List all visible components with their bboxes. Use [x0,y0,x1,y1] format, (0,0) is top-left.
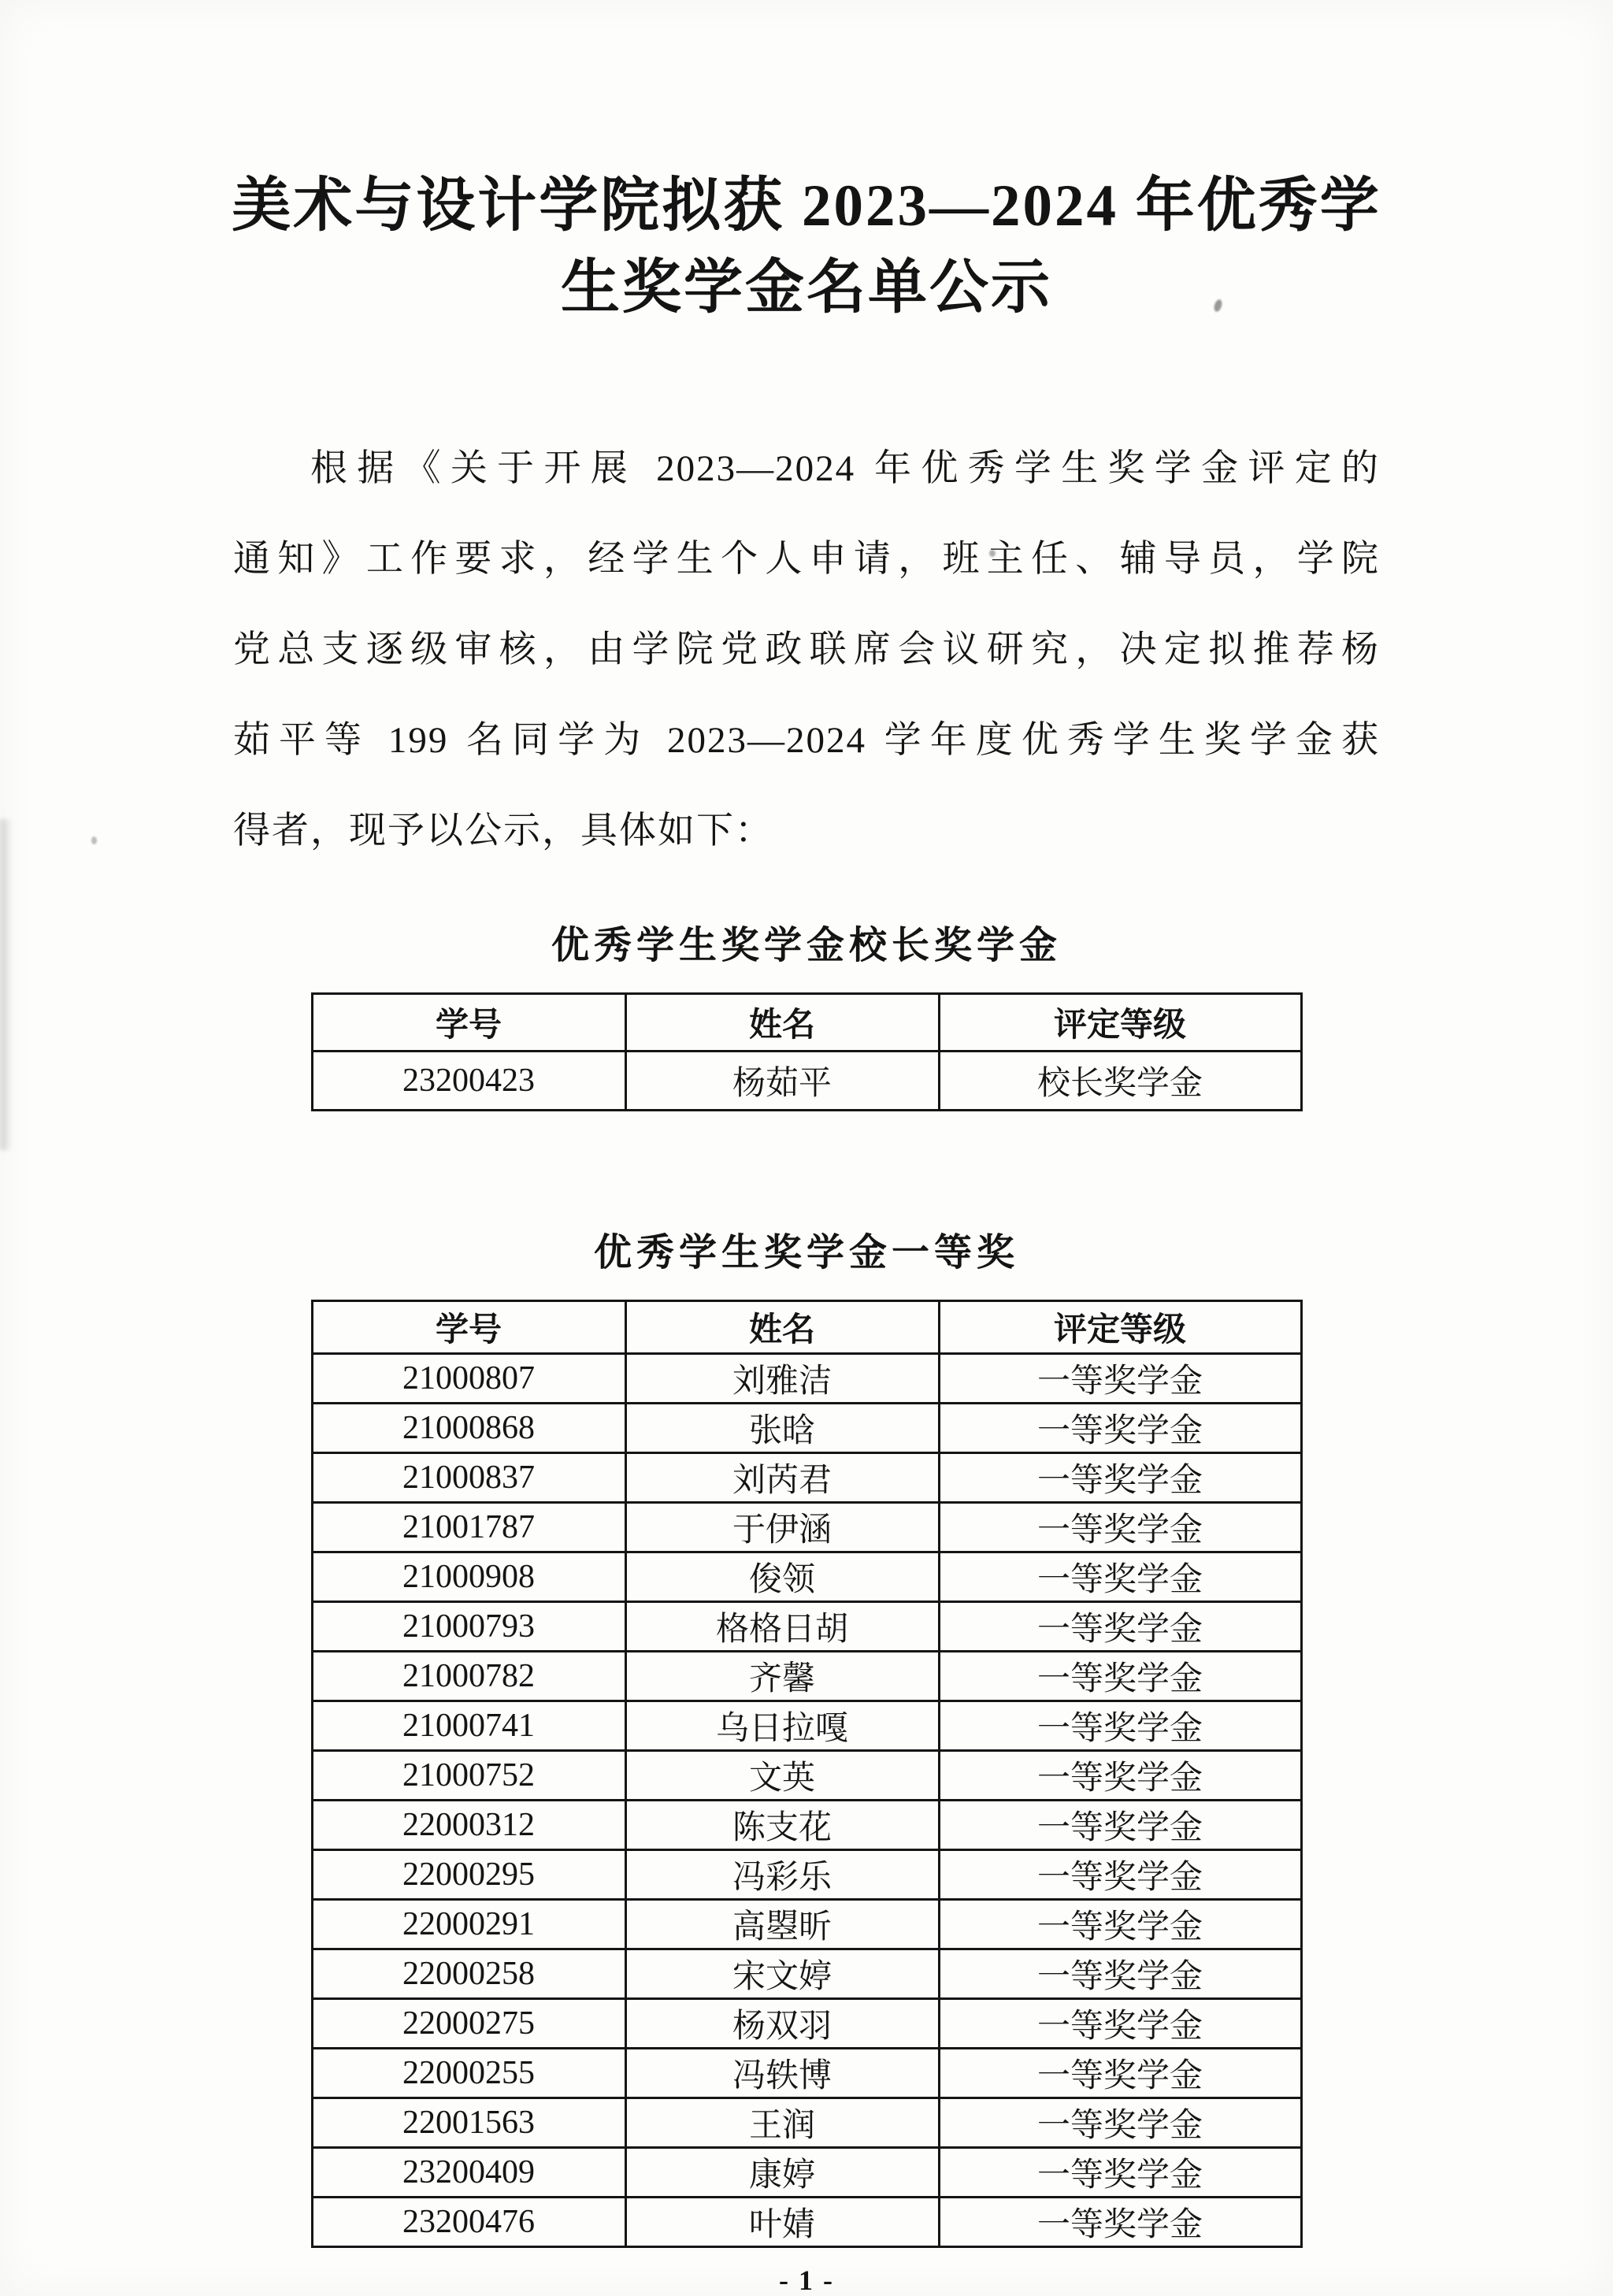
table-cell: 一等奖学金 [939,1949,1301,1999]
table-cell: 21000741 [312,1701,625,1751]
table-cell: 校长奖学金 [939,1052,1301,1111]
table-cell: 张晗 [625,1404,939,1453]
table-body [312,1052,1301,1111]
table-cell: 康婷 [625,2148,939,2198]
table-row [312,1751,1301,1801]
table-cell: 23200423 [312,1052,625,1111]
table-cell: 一等奖学金 [939,1701,1301,1751]
table-cell: 刘芮君 [625,1453,939,1503]
title-line-1: 美术与设计学院拟获 2023—2024 年优秀学 [232,173,1381,239]
table-cell: 21000752 [312,1751,625,1801]
table-cell: 齐馨 [625,1652,939,1701]
table-cell: 于伊涵 [625,1503,939,1552]
column-header: 姓名 [625,994,939,1052]
table-row [312,1850,1301,1900]
page-number: - 1 - [779,2264,834,2296]
first-class-scholarship-table [311,1300,1303,2248]
paragraph-line: 党总支逐级审核，由学院党政联席会议研究，决定拟推荐杨 [233,629,1380,670]
table-cell: 22001563 [312,2098,625,2148]
table-body [312,1354,1301,2247]
table-cell: 杨双羽 [625,1999,939,2049]
table-cell: 22000275 [312,1999,625,2049]
table-cell: 22000312 [312,1801,625,1850]
table-cell: 一等奖学金 [939,2198,1301,2247]
paragraph-line: 通知》工作要求，经学生个人申请，班主任、辅导员，学院 [233,539,1380,580]
table-cell: 21000807 [312,1354,625,1404]
table-row [312,2148,1301,2198]
column-header: 评定等级 [939,994,1301,1052]
table-cell: 一等奖学金 [939,1404,1301,1453]
table-cell: 格格日胡 [625,1602,939,1652]
table-cell: 一等奖学金 [939,1999,1301,2049]
table-cell: 叶婧 [625,2198,939,2247]
table-cell: 一等奖学金 [939,1453,1301,1503]
table-cell: 22000255 [312,2049,625,2098]
section-heading-principal-scholarship: 优秀学生奖学金校长奖学金 [551,925,1062,966]
scan-smudge-artifact [0,819,13,1150]
table-row [312,1052,1301,1111]
table-cell: 杨茹平 [625,1052,939,1111]
table-cell: 宋文婷 [625,1949,939,1999]
table-cell: 刘雅洁 [625,1354,939,1404]
table-cell: 21000782 [312,1652,625,1701]
column-header: 姓名 [625,1301,939,1354]
paragraph-line: 得者，现予以公示，具体如下： [233,810,773,851]
table-cell: 23200476 [312,2198,625,2247]
paragraph-line: 根据《关于开展 2023—2024 年优秀学生奖学金评定的 [310,448,1380,489]
table-cell: 一等奖学金 [939,1652,1301,1701]
table-row [312,1404,1301,1453]
announcement-paragraph [233,424,1380,877]
column-header: 学号 [312,994,625,1052]
table-row [312,1900,1301,1949]
table-cell: 文英 [625,1751,939,1801]
table-row [312,1801,1301,1850]
table-cell: 陈支花 [625,1801,939,1850]
table-cell: 21000868 [312,1404,625,1453]
table-row [312,2098,1301,2148]
table-row [312,1701,1301,1751]
table-cell: 23200409 [312,2148,625,2198]
table-cell: 一等奖学金 [939,1801,1301,1850]
table-cell: 22000258 [312,1949,625,1999]
table-header-row [312,994,1301,1052]
paragraph-line: 茹平等 199 名同学为 2023—2024 学年度优秀学生奖学金获 [233,720,1380,761]
table-row [312,1552,1301,1602]
table-cell: 一等奖学金 [939,1850,1301,1900]
table-cell: 王润 [625,2098,939,2148]
table-row [312,1949,1301,1999]
document-title [0,0,1613,329]
table-cell: 一等奖学金 [939,1900,1301,1949]
table-cell: 21001787 [312,1503,625,1552]
table-cell: 一等奖学金 [939,2098,1301,2148]
column-header: 学号 [312,1301,625,1354]
scan-artifact [989,550,996,557]
scan-artifact [91,836,97,844]
table-cell: 一等奖学金 [939,1751,1301,1801]
table-row [312,2198,1301,2247]
table-cell: 冯彩乐 [625,1850,939,1900]
principal-scholarship-table [311,992,1303,1111]
table-row [312,1602,1301,1652]
table-cell: 22000291 [312,1900,625,1949]
table-row [312,1354,1301,1404]
table-cell: 一等奖学金 [939,2049,1301,2098]
table-row [312,1453,1301,1503]
table-cell: 一等奖学金 [939,1552,1301,1602]
table-cell: 21000908 [312,1552,625,1602]
table-cell: 21000793 [312,1602,625,1652]
table-cell: 一等奖学金 [939,1503,1301,1552]
table-cell: 一等奖学金 [939,1354,1301,1404]
table-row [312,2049,1301,2098]
title-line-2: 生奖学金名单公示 [560,255,1052,321]
table-row [312,1503,1301,1552]
table-cell: 一等奖学金 [939,2148,1301,2198]
column-header: 评定等级 [939,1301,1301,1354]
table-cell: 高曌昕 [625,1900,939,1949]
table-cell: 一等奖学金 [939,1602,1301,1652]
table-header-row [312,1301,1301,1354]
table-cell: 俊领 [625,1552,939,1602]
table-cell: 22000295 [312,1850,625,1900]
table-row [312,1652,1301,1701]
table-cell: 冯轶博 [625,2049,939,2098]
table-cell: 21000837 [312,1453,625,1503]
table-cell: 乌日拉嘎 [625,1701,939,1751]
section-heading-first-class-award: 优秀学生奖学金一等奖 [593,1232,1019,1274]
table-row [312,1999,1301,2049]
